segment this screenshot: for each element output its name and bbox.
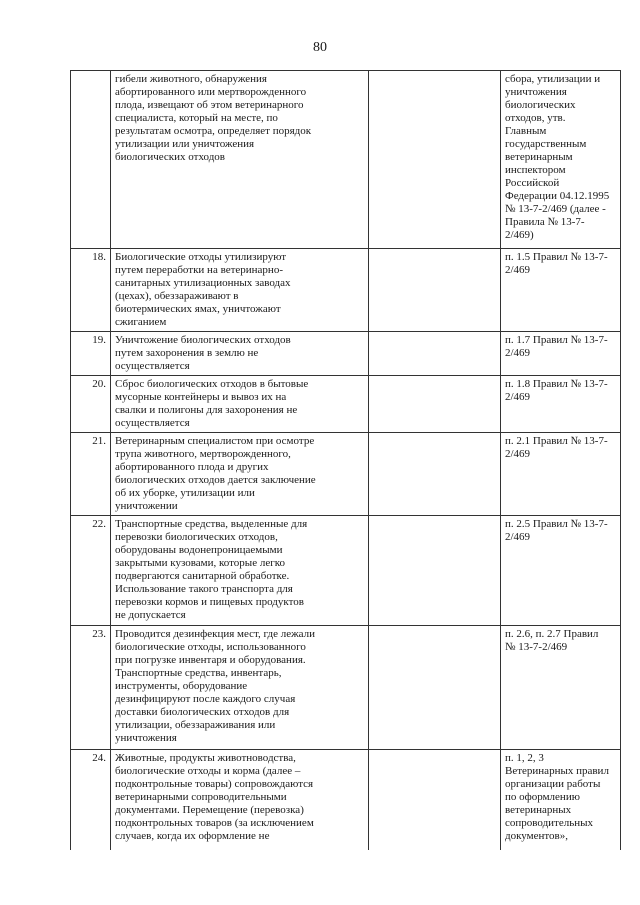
page-number: 80	[313, 40, 327, 55]
table-row	[71, 516, 621, 626]
empty-cell	[369, 433, 501, 516]
table-row	[71, 626, 621, 750]
requirement-cell: Животные, продукты животноводства, биологические отходы и корма (далее – подконтрольные товары) сопровождаются ветеринарными сопроводительными документами. Перемещение (перевозка) подконтрольных товаров (за исключением случаев, когда их оформление не	[111, 750, 369, 850]
table-row	[71, 249, 621, 332]
row-number: 22.	[71, 516, 111, 626]
empty-cell	[369, 516, 501, 626]
row-number: 18.	[71, 249, 111, 332]
requirement-cell: Транспортные средства, выделенные для перевозки биологических отходов, оборудованы водонепроницаемыми закрытыми кузовами, которые легко подвергаются санитарной обработке. Использование такого транспорта для перевозки кормов и пищевых продуктов не допускается	[111, 516, 369, 626]
requirement-cell: гибели животного, обнаружения абортированного или мертворожденного плода, извещают об этом ветеринарного специалиста, который на месте, по результатам осмотра, определяет порядок утилизации или уничтожения биологических отходов	[111, 71, 369, 249]
reference-cell: п. 1.8 Правил № 13-7- 2/469	[501, 376, 621, 433]
reference-cell: п. 2.1 Правил № 13-7- 2/469	[501, 433, 621, 516]
row-number: 21.	[71, 433, 111, 516]
table-row	[71, 376, 621, 433]
row-number: 20.	[71, 376, 111, 433]
reference-cell: п. 1, 2, 3 Ветеринарных правил организации работы по оформлению ветеринарных сопроводительных документов»,	[501, 750, 621, 850]
reference-cell: п. 1.5 Правил № 13-7- 2/469	[501, 249, 621, 332]
table-row	[71, 433, 621, 516]
empty-cell	[369, 332, 501, 376]
reference-cell: п. 2.6, п. 2.7 Правил № 13-7-2/469	[501, 626, 621, 750]
table-row	[71, 332, 621, 376]
table-row	[71, 71, 621, 249]
reference-cell: п. 2.5 Правил № 13-7- 2/469	[501, 516, 621, 626]
table-row	[71, 750, 621, 850]
requirements-table	[70, 70, 621, 850]
row-number	[71, 71, 111, 249]
row-number: 23.	[71, 626, 111, 750]
empty-cell	[369, 376, 501, 433]
row-number: 19.	[71, 332, 111, 376]
empty-cell	[369, 71, 501, 249]
requirement-cell: Проводится дезинфекция мест, где лежали биологические отходы, использованного при погрузке инвентаря и оборудования. Транспортные средства, инвентарь, инструменты, оборудование дезинфицируют после каждого случая доставки биологических отходов для утилизации, обеззараживания или уничтожения	[111, 626, 369, 750]
requirement-cell: Ветеринарным специалистом при осмотре трупа животного, мертворожденного, абортированного плода и других биологических отходов дается заключение об их уборке, утилизации или уничтожении	[111, 433, 369, 516]
empty-cell	[369, 249, 501, 332]
empty-cell	[369, 626, 501, 750]
row-number: 24.	[71, 750, 111, 850]
requirement-cell: Биологические отходы утилизируют путем переработки на ветеринарно- санитарных утилизационных заводах (цехах), обеззараживают в биотермических ямах, уничтожают сжиганием	[111, 249, 369, 332]
reference-cell: сбора, утилизации и уничтожения биологических отходов, утв. Главным государственным ветеринарным инспектором Российской Федерации 04.12.1995 № 13-7-2/469 (далее - Правила № 13-7- 2/469)	[501, 71, 621, 249]
reference-cell: п. 1.7 Правил № 13-7- 2/469	[501, 332, 621, 376]
requirement-cell: Сброс биологических отходов в бытовые мусорные контейнеры и вывоз их на свалки и полигоны для захоронения не осуществляется	[111, 376, 369, 433]
requirement-cell: Уничтожение биологических отходов путем захоронения в землю не осуществляется	[111, 332, 369, 376]
empty-cell	[369, 750, 501, 850]
